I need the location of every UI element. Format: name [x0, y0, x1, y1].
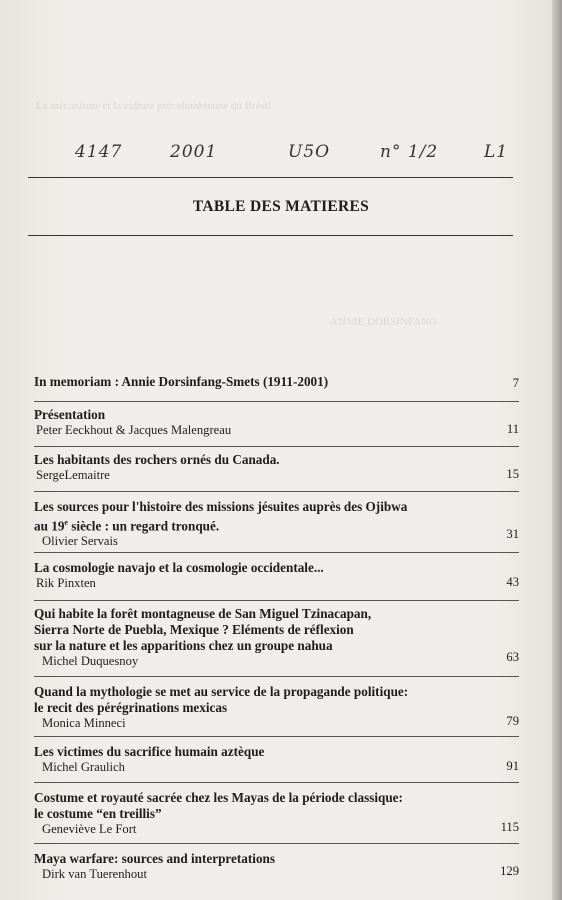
toc-entry	[34, 606, 519, 669]
entry-page: 115	[500, 820, 519, 834]
entry-title: Présentation	[34, 407, 106, 422]
entry-title: Les habitants des rochers ornés du Canada.	[34, 452, 280, 467]
entry-title: Les sources pour l'histoire des missions jésuites auprès des Ojibwa	[34, 499, 408, 514]
separator	[34, 843, 519, 844]
entry-title: le costume “en treillis”	[34, 806, 162, 821]
entry-author: Michel Graulich	[42, 760, 125, 774]
separator	[34, 676, 519, 677]
separator	[34, 401, 519, 402]
entry-page: 43	[506, 575, 519, 589]
top-rule	[28, 177, 513, 178]
toc-entry	[34, 499, 519, 549]
separator	[34, 491, 519, 492]
entry-page: 129	[500, 864, 519, 878]
handwritten-annotation	[0, 132, 562, 172]
entry-page: 11	[506, 422, 519, 436]
handwritten-note: 2001	[170, 142, 218, 162]
title-rule	[28, 235, 513, 236]
toc-entry	[34, 374, 519, 390]
entry-title: le recit des pérégrinations mexicas	[34, 700, 228, 715]
separator	[34, 446, 519, 447]
toc-entry	[34, 790, 519, 837]
entry-author: Peter Eeckhout & Jacques Malengreau	[36, 423, 232, 437]
entry-author: Dirk van Tuerenhout	[42, 867, 147, 881]
entry-page: 7	[512, 376, 519, 390]
toc-entry	[34, 744, 519, 775]
entry-title: sur la nature et les apparitions chez un groupe nahua	[34, 638, 333, 653]
toc-entry	[34, 452, 519, 483]
entry-page: 91	[506, 759, 519, 773]
toc-entry	[34, 407, 519, 438]
entry-title: In memoriam : Annie Dorsinfang-Smets (1911-2001)	[34, 374, 329, 389]
entry-author: Rik Pinxten	[36, 576, 96, 590]
entry-author: Olivier Servais	[42, 534, 118, 549]
entry-author: Geneviève Le Fort	[42, 822, 137, 836]
bleed-through-text: Le mécanisme et la culture précolombienne du Brésil	[36, 100, 271, 112]
handwritten-note: 4147	[75, 142, 123, 162]
separator	[34, 600, 519, 601]
entry-title: au 19e siècle : un regard tronqué.	[34, 518, 220, 534]
entry-page: 15	[506, 467, 519, 481]
toc-entry	[34, 560, 519, 591]
entry-title: Quand la mythologie se met au service de la propagande politique:	[34, 684, 409, 699]
handwritten-note: n° 1/2	[380, 142, 439, 162]
separator	[34, 736, 519, 737]
bleed-through-text: ANNIE DORSINFANG	[330, 316, 438, 328]
entry-title: Costume et royauté sacrée chez les Mayas de la période classique:	[34, 790, 403, 805]
entry-page: 63	[506, 650, 519, 664]
toc-entry	[34, 684, 519, 731]
entry-title: Les victimes du sacrifice humain aztèque	[34, 744, 265, 759]
entry-page: 31	[506, 527, 519, 541]
entry-title: Sierra Norte de Puebla, Mexique ? Eléments de réflexion	[34, 622, 354, 637]
separator	[34, 782, 519, 783]
page-edge-shadow	[552, 0, 562, 900]
entry-title: Qui habite la forêt montagneuse de San Miguel Tzinacapan,	[34, 606, 372, 621]
separator	[34, 552, 519, 553]
toc-entry	[34, 851, 519, 882]
entry-title: Maya warfare: sources and interpretations	[34, 851, 276, 866]
entry-author: Monica Minneci	[42, 716, 126, 730]
handwritten-note: U5O	[288, 142, 331, 162]
entry-page: 79	[506, 714, 519, 728]
entry-title: La cosmologie navajo et la cosmologie occidentale...	[34, 560, 324, 575]
entry-author: SergeLemaitre	[36, 468, 110, 482]
handwritten-note: L1	[484, 142, 509, 162]
page-title: TABLE DES MATIERES	[192, 198, 370, 215]
entry-author: Michel Duquesnoy	[42, 654, 139, 668]
